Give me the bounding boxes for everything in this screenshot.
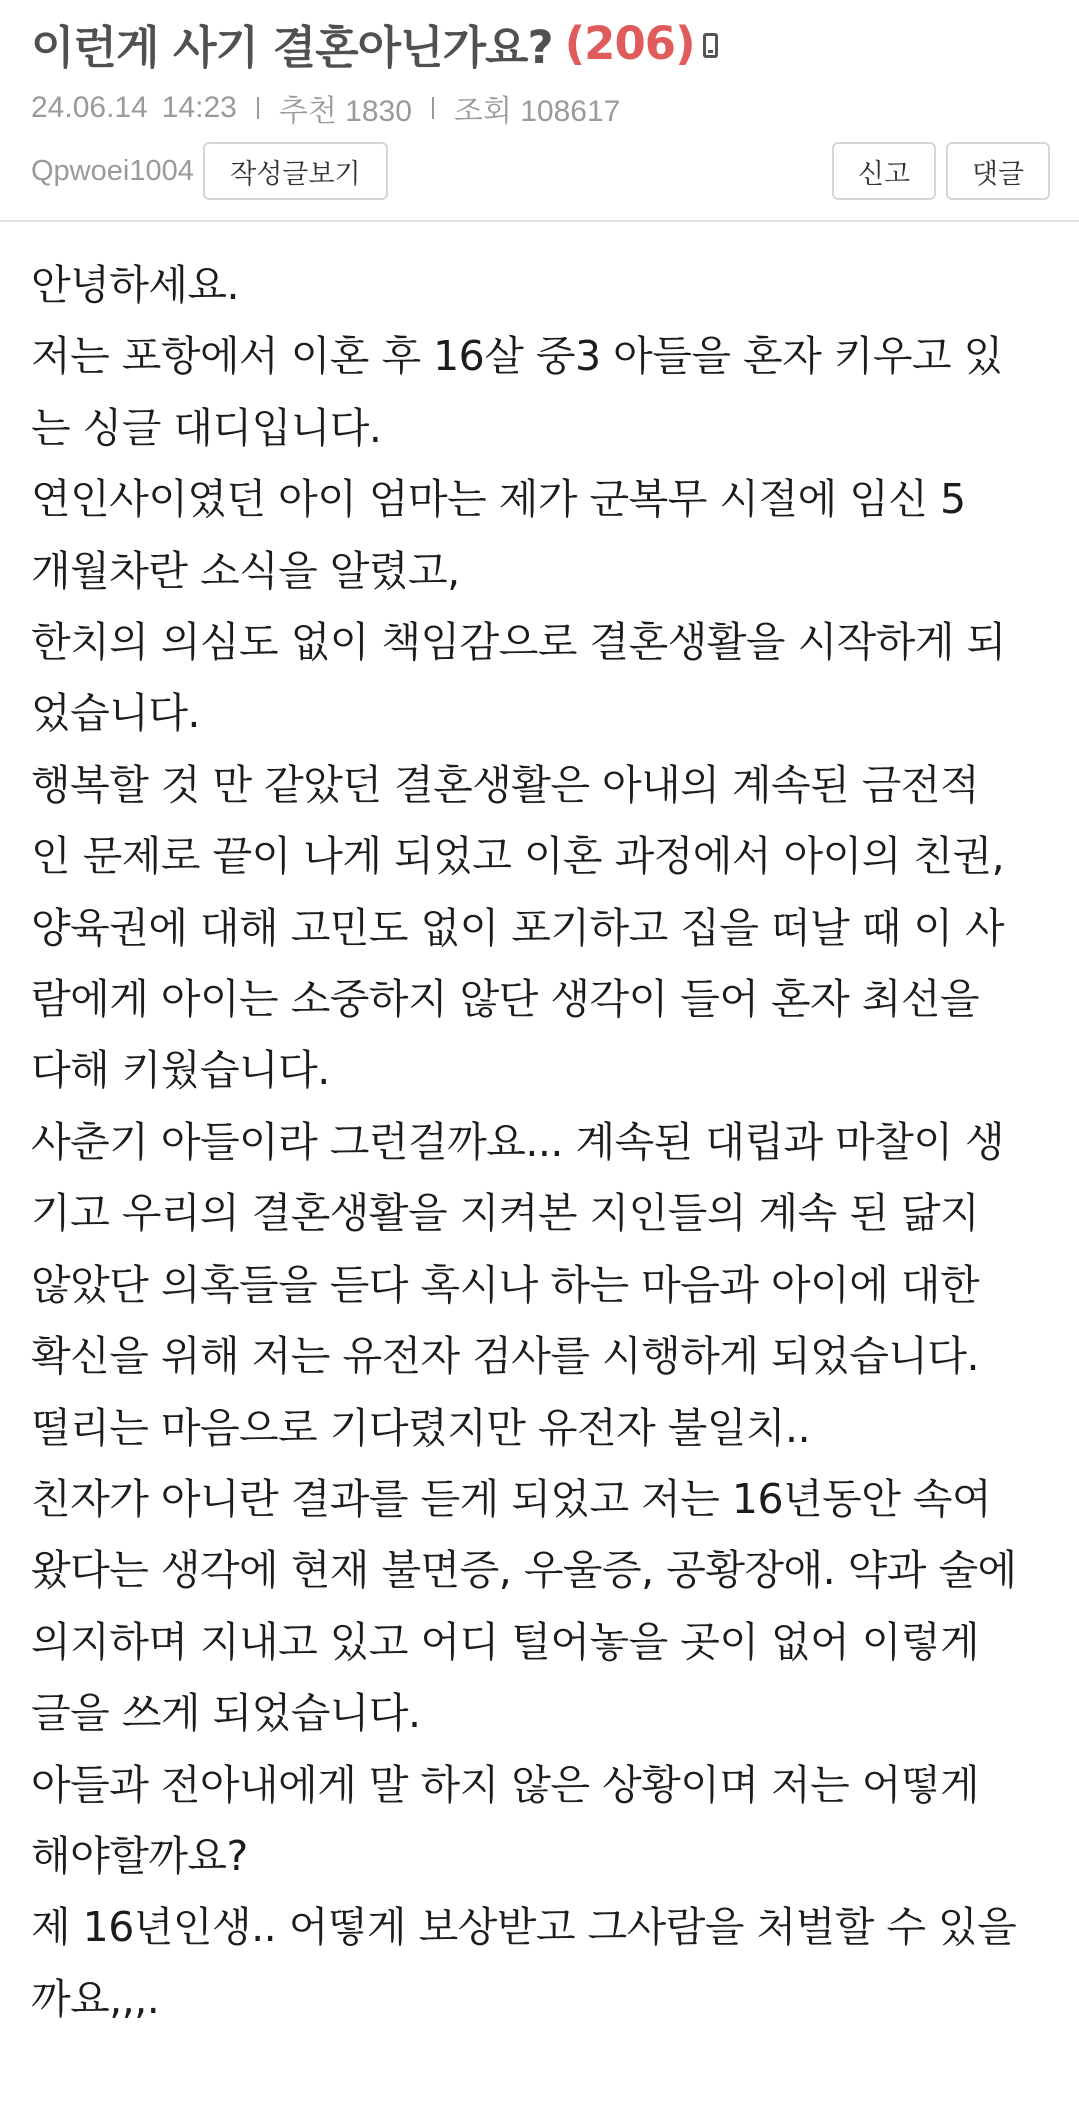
post-body (31, 250, 1061, 2035)
body-line: 까요,,,. (31, 1974, 160, 2023)
recommend-count: 추천 1830 (278, 95, 412, 128)
body-line: 않았단 의혹들을 듣다 혹시나 하는 마음과 아이에 대한 (31, 1260, 980, 1309)
author-name[interactable]: Qpwoei1004 (31, 154, 194, 187)
body-line: 글을 쓰게 되었습니다. (31, 1689, 421, 1738)
view-posts-button[interactable]: 작성글보기 (203, 142, 388, 200)
title-row (31, 10, 718, 76)
view-count: 조회 108617 (453, 95, 621, 128)
body-line: 기고 우리의 결혼생활을 지켜본 지인들의 계속 된 닮지 (31, 1189, 980, 1238)
body-line: 해야할까요? (31, 1831, 248, 1880)
meta-divider (257, 97, 259, 119)
comment-button[interactable]: 댓글 (946, 142, 1050, 200)
post-date: 24.06.14 (31, 91, 148, 124)
body-line: 다해 키웠습니다. (31, 1046, 330, 1095)
body-line: 확신을 위해 저는 유전자 검사를 시행하게 되었습니다. (31, 1332, 980, 1381)
post-header (0, 0, 1079, 222)
body-line: 는 싱글 대디입니다. (31, 403, 382, 452)
body-line: 의지하며 지내고 있고 어디 털어놓을 곳이 없어 이렇게 (31, 1617, 980, 1666)
body-line: 친자가 아니란 결과를 듣게 되었고 저는 16년동안 속여 (31, 1474, 992, 1523)
report-button[interactable]: 신고 (832, 142, 936, 200)
body-line: 왔다는 생각에 현재 불면증, 우울증, 공황장애. 약과 술에 (31, 1546, 1017, 1595)
body-line: 람에게 아이는 소중하지 않단 생각이 들어 혼자 최선을 (31, 975, 980, 1024)
body-line: 안녕하세요. (31, 261, 240, 309)
body-line: 아들과 전아내에게 말 하지 않은 상황이며 저는 어떻게 (31, 1760, 980, 1809)
body-line: 사춘기 아들이라 그런걸까요... 계속된 대립과 마찰이 생 (31, 1117, 1005, 1166)
body-line: 양육권에 대해 고민도 없이 포기하고 집을 떠날 때 이 사 (31, 903, 1005, 952)
body-line: 제 16년인생.. 어떻게 보상받고 그사람을 처벌할 수 있을 (31, 1903, 1017, 1952)
post-title: 이런게 사기 결혼아닌가요? (31, 20, 553, 74)
comment-count[interactable]: (206) (564, 16, 695, 70)
post-time: 14:23 (161, 91, 237, 124)
body-line: 행복할 것 만 같았던 결혼생활은 아내의 계속된 금전적 (31, 760, 980, 809)
body-line: 떨리는 마음으로 기다렸지만 유전자 불일치.. (31, 1403, 811, 1452)
body-line: 개월차란 소식을 알렸고, (31, 546, 460, 595)
body-line: 저는 포항에서 이혼 후 16살 중3 아들을 혼자 키우고 있 (31, 332, 1003, 381)
body-line: 한치의 의심도 없이 책임감으로 결혼생활을 시작하게 되 (31, 618, 1006, 667)
body-line: 연인사이였던 아이 엄마는 제가 군복무 시절에 임신 5 (31, 475, 966, 524)
mobile-phone-icon (703, 33, 718, 58)
body-line: 인 문제로 끝이 나게 되었고 이혼 과정에서 아이의 친권, (31, 832, 1005, 881)
post-meta (31, 86, 620, 130)
author-row (31, 142, 388, 200)
body-line: 었습니다. (31, 689, 200, 738)
meta-divider (432, 97, 434, 119)
